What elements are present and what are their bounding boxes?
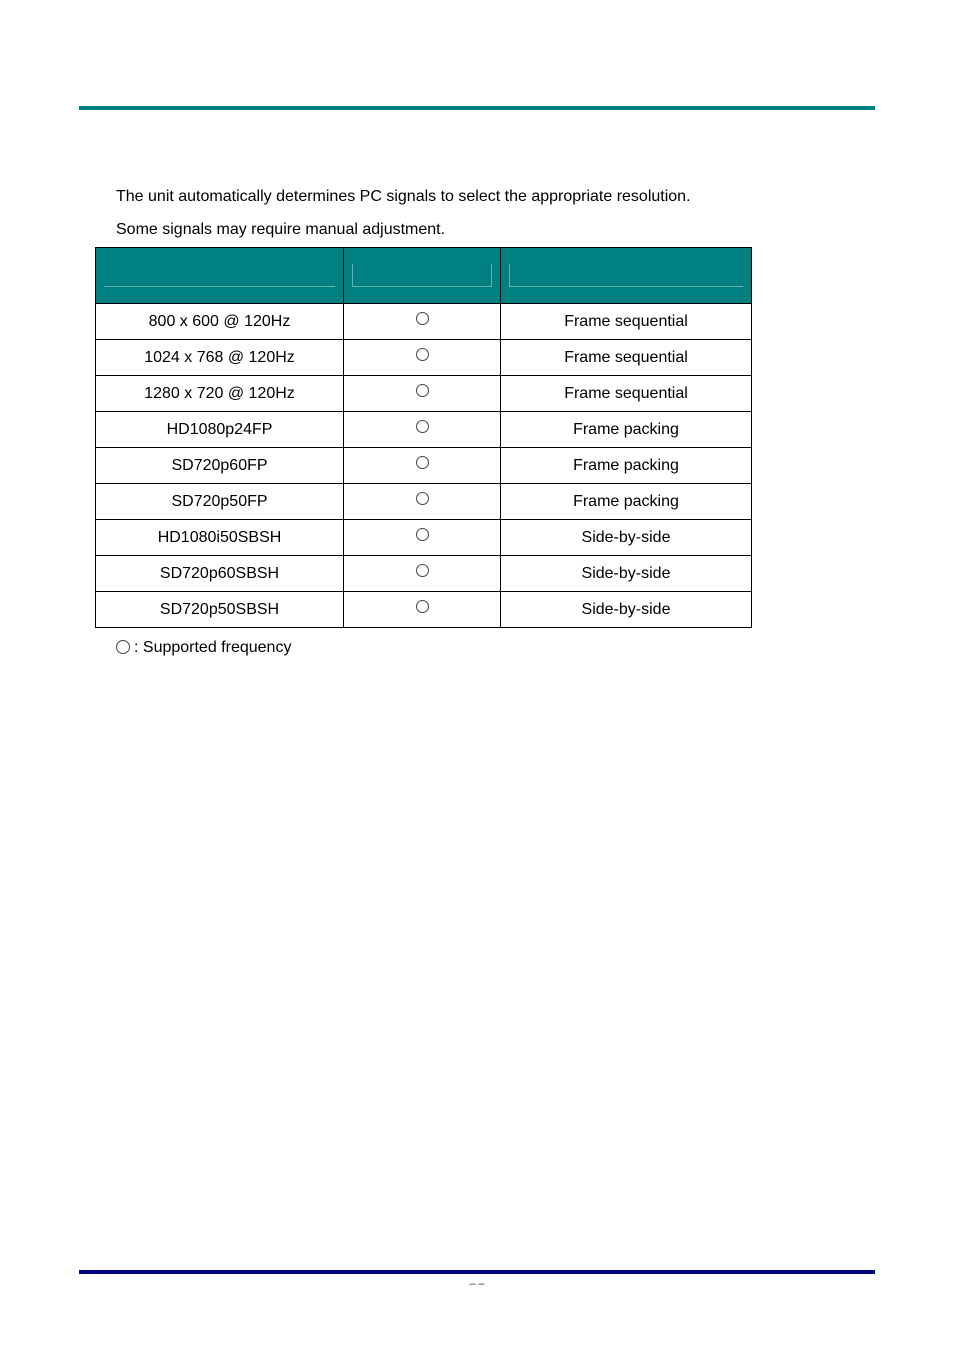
- support-cell: [344, 448, 501, 484]
- format-cell: Frame packing: [501, 448, 752, 484]
- legend: [116, 638, 291, 658]
- circle-icon: [416, 384, 429, 397]
- header-field: [352, 264, 492, 287]
- format-cell: Side-by-side: [501, 556, 752, 592]
- format-cell: Frame sequential: [501, 376, 752, 412]
- circle-icon: [416, 492, 429, 505]
- table-row: [96, 340, 752, 376]
- support-cell: [344, 556, 501, 592]
- format-cell: Frame packing: [501, 484, 752, 520]
- signal-cell: SD720p60SBSH: [96, 556, 344, 592]
- intro-line-2: Some signals may require manual adjustment.: [116, 221, 446, 238]
- table-row: [96, 556, 752, 592]
- circle-icon: [416, 564, 429, 577]
- signal-compatibility-table: [95, 247, 752, 628]
- table-body: [96, 304, 752, 628]
- signal-cell: 1280 x 720 @ 120Hz: [96, 376, 344, 412]
- circle-icon: [416, 420, 429, 433]
- circle-icon: [416, 312, 429, 325]
- signal-cell: SD720p60FP: [96, 448, 344, 484]
- circle-icon: [116, 640, 130, 654]
- header-rule: [79, 106, 875, 110]
- circle-icon: [416, 600, 429, 613]
- signal-cell: SD720p50FP: [96, 484, 344, 520]
- table-row: [96, 484, 752, 520]
- table-row: [96, 520, 752, 556]
- table-row: [96, 412, 752, 448]
- table-row: [96, 448, 752, 484]
- support-cell: [344, 520, 501, 556]
- table-row: [96, 376, 752, 412]
- format-cell: Side-by-side: [501, 592, 752, 628]
- table-header-cell-support: [344, 248, 501, 304]
- circle-icon: [416, 456, 429, 469]
- legend-text: : Supported frequency: [134, 639, 292, 656]
- table-header-cell-signal: [96, 248, 344, 304]
- header-field: [509, 264, 743, 287]
- header-field: [104, 264, 335, 287]
- signal-cell: HD1080p24FP: [96, 412, 344, 448]
- table-row: [96, 592, 752, 628]
- support-cell: [344, 376, 501, 412]
- support-cell: [344, 484, 501, 520]
- table-header-row: [96, 248, 752, 304]
- page-number: – –: [469, 1278, 485, 1290]
- footer-rule: [79, 1270, 875, 1274]
- format-cell: Frame sequential: [501, 304, 752, 340]
- support-cell: [344, 340, 501, 376]
- support-cell: [344, 304, 501, 340]
- circle-icon: [416, 528, 429, 541]
- signal-cell: SD720p50SBSH: [96, 592, 344, 628]
- table-header-cell-format: [501, 248, 752, 304]
- format-cell: Frame packing: [501, 412, 752, 448]
- support-cell: [344, 412, 501, 448]
- signal-cell: 800 x 600 @ 120Hz: [96, 304, 344, 340]
- support-cell: [344, 592, 501, 628]
- table-row: [96, 304, 752, 340]
- format-cell: Frame sequential: [501, 340, 752, 376]
- circle-icon: [416, 348, 429, 361]
- format-cell: Side-by-side: [501, 520, 752, 556]
- signal-cell: HD1080i50SBSH: [96, 520, 344, 556]
- intro-line-1: The unit automatically determines PC signals to select the appropriate resolution.: [116, 188, 691, 205]
- signal-cell: 1024 x 768 @ 120Hz: [96, 340, 344, 376]
